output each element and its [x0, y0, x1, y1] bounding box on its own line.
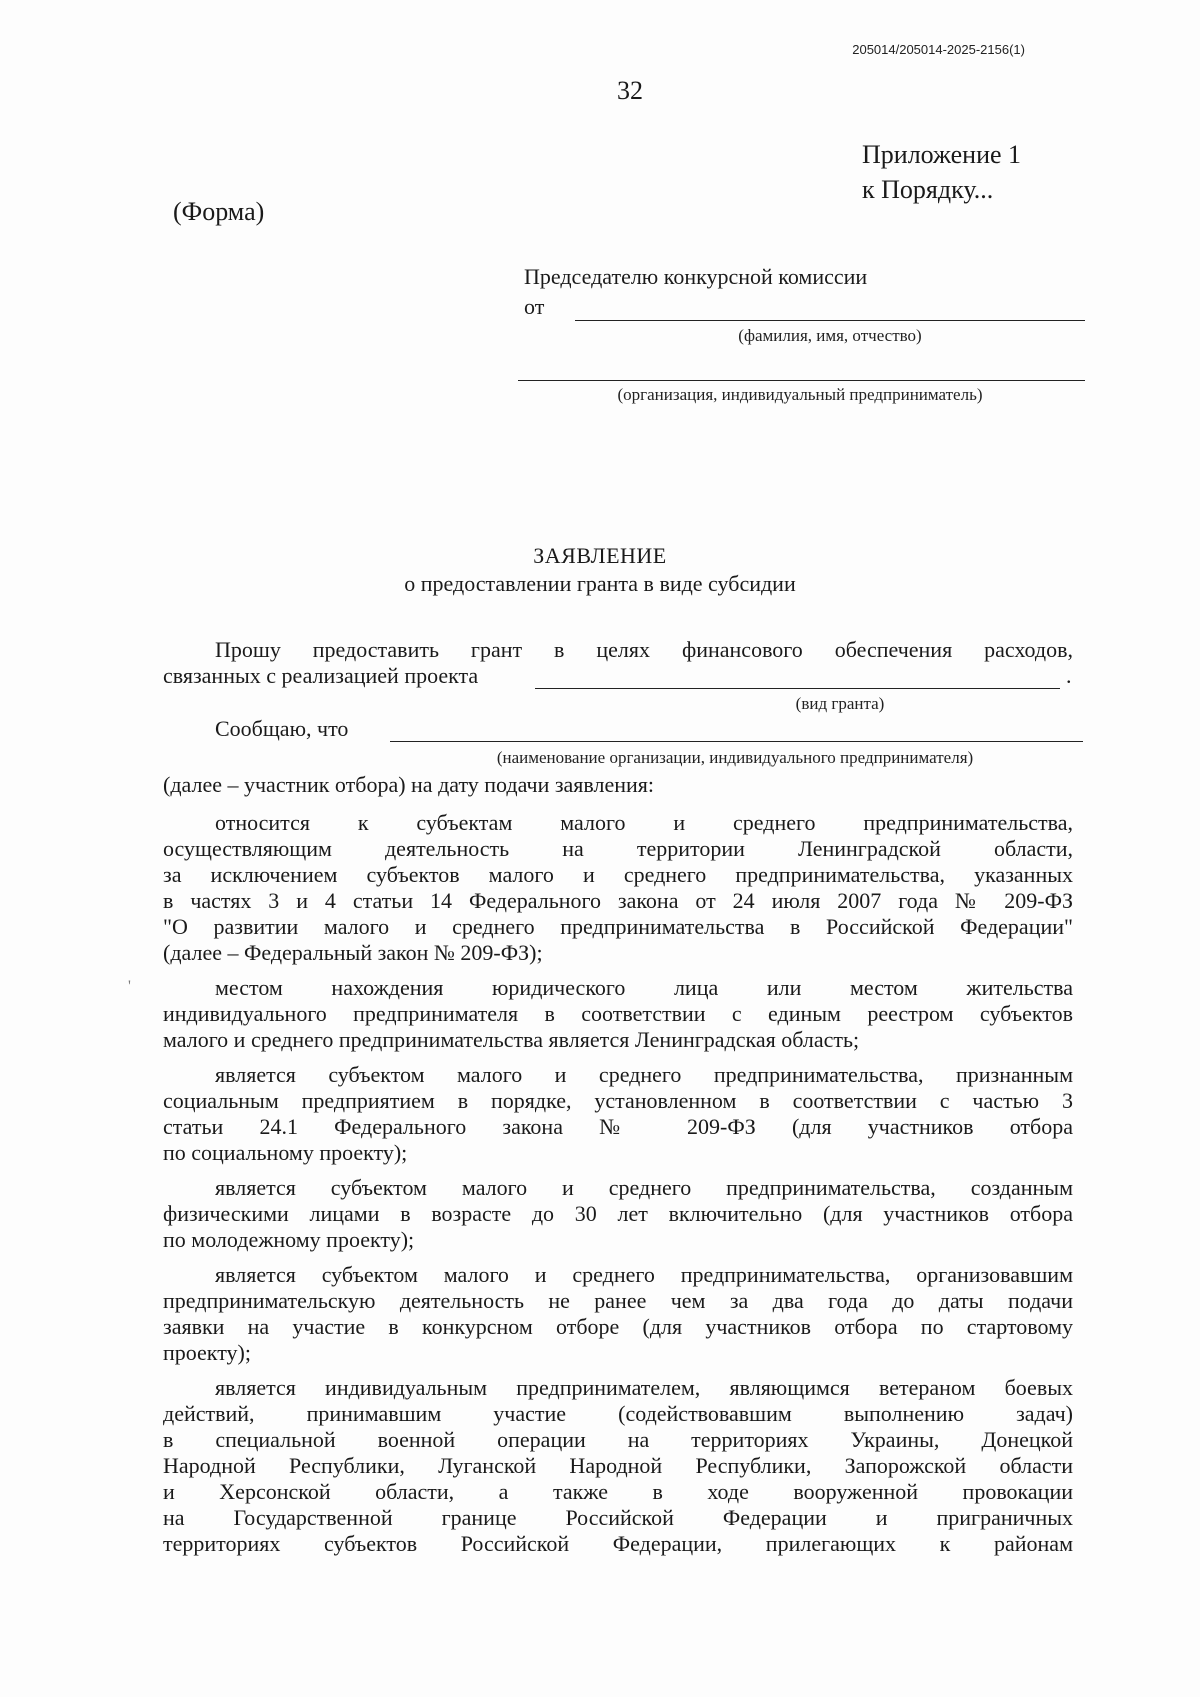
- grant-caption: (вид гранта): [795, 694, 885, 713]
- organization-name-fill-line: [390, 741, 1083, 742]
- name-caption: (фамилия, имя, отчество): [738, 326, 922, 345]
- document-subtitle: о предоставлении гранта в виде субсидии: [404, 571, 796, 596]
- document-title: ЗАЯВЛЕНИЕ: [533, 543, 667, 568]
- body-line: местом нахождения юридического лица или местом жительства: [215, 975, 1073, 1000]
- body-line: предпринимательскую деятельность не ранее чем за два года до даты подачи: [163, 1288, 1073, 1313]
- body-line: связанных с реализацией проекта: [163, 663, 479, 688]
- body-line: на Государственной границе Российской Федерации и приграничных: [163, 1505, 1073, 1530]
- body-line: Прошу предоставить грант в целях финансового обеспечения расходов,: [215, 637, 1073, 662]
- document-number: 205014/205014-2025-2156(1): [852, 42, 1025, 57]
- body-line: относится к субъектам малого и среднего предпринимательства,: [215, 810, 1073, 835]
- addressee-title: Председателю конкурсной комиссии: [524, 264, 868, 289]
- form-label: (Форма): [173, 197, 265, 226]
- body-line: проекту);: [163, 1340, 251, 1365]
- body-line: является субъектом малого и среднего предпринимательства, организовавшим: [215, 1262, 1073, 1287]
- body-line: заявки на участие в конкурсном отборе (для участников отбора по стартовому: [163, 1314, 1073, 1339]
- body-line: физическими лицами в возрасте до 30 лет включительно (для участников отбора: [163, 1201, 1073, 1226]
- margin-mark: ': [128, 978, 131, 995]
- body-line: "О развитии малого и среднего предпринимательства в Российской Федерации": [163, 914, 1073, 939]
- body-line: Народной Республики, Луганской Народной Республики, Запорожской области: [163, 1453, 1073, 1478]
- grant-fill-line: [535, 688, 1060, 689]
- body-line: статьи 24.1 Федерального закона № 209-ФЗ (для участников отбора: [163, 1114, 1073, 1139]
- body-line: в специальной военной операции на территориях Украины, Донецкой: [163, 1427, 1073, 1452]
- body-line: территориях субъектов Российской Федерации, прилегающих к районам: [163, 1531, 1073, 1556]
- from-label: от: [524, 294, 545, 319]
- body-line: по молодежному проекту);: [163, 1227, 415, 1252]
- body-line: малого и среднего предпринимательства является Ленинградская область;: [163, 1027, 860, 1052]
- body-line: Сообщаю, что: [215, 716, 349, 741]
- body-line: (далее – участник отбора) на дату подачи заявления:: [163, 772, 655, 797]
- body-line: и Херсонской области, а также в ходе вооруженной провокации: [163, 1479, 1073, 1504]
- appendix-line-2: к Порядку...: [862, 175, 994, 204]
- body-line-period: .: [1066, 663, 1072, 688]
- body-line: за исключением субъектов малого и среднего предпринимательства, указанных: [163, 862, 1073, 887]
- body-line: является субъектом малого и среднего предпринимательства, признанным: [215, 1062, 1073, 1087]
- appendix-reference: [862, 137, 1021, 207]
- body-line: осуществляющим деятельность на территории Ленинградской области,: [163, 836, 1073, 861]
- body-line: индивидуального предпринимателя в соответствии с единым реестром субъектов: [163, 1001, 1073, 1026]
- body-line: в частях 3 и 4 статьи 14 Федерального закона от 24 июля 2007 года № 209-ФЗ: [163, 888, 1073, 913]
- name-fill-line: [575, 320, 1085, 321]
- body-line: по социальному проекту);: [163, 1140, 408, 1165]
- body-line: действий, принимавшим участие (содействовавшим выполнению задач): [163, 1401, 1073, 1426]
- page-number: 32: [617, 76, 643, 105]
- body-line: (далее – Федеральный закон № 209-ФЗ);: [163, 940, 543, 965]
- body-line: является субъектом малого и среднего предпринимательства, созданным: [215, 1175, 1073, 1200]
- body-line: является индивидуальным предпринимателем, являющимся ветераном боевых: [215, 1375, 1073, 1400]
- body-line: социальным предприятием в порядке, установленном в соответствии с частью 3: [163, 1088, 1073, 1113]
- organization-caption: (организация, индивидуальный предприниматель): [617, 385, 983, 404]
- organization-name-caption: (наименование организации, индивидуального предпринимателя): [496, 748, 974, 767]
- appendix-line-1: Приложение 1: [862, 140, 1022, 169]
- organization-fill-line: [518, 380, 1085, 381]
